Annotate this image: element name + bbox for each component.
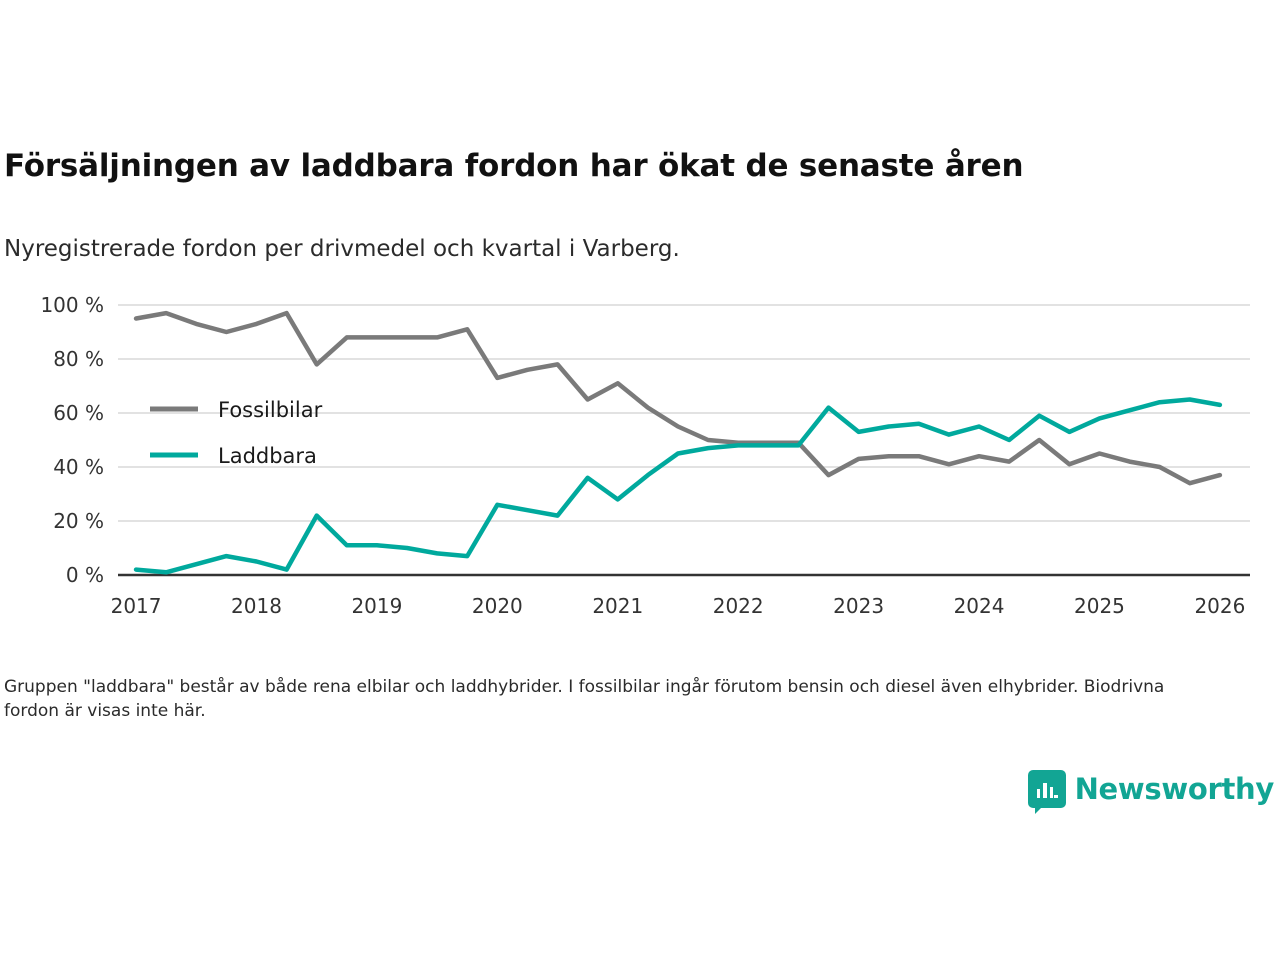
brand-name: Newsworthy <box>1074 772 1274 806</box>
x-axis-tick-label: 2020 <box>471 594 523 618</box>
x-axis-tick-label: 2025 <box>1074 594 1125 618</box>
line-chart <box>0 285 1280 635</box>
x-axis-tick-label: 2024 <box>953 594 1005 618</box>
x-axis-tick-label: 2022 <box>712 594 764 618</box>
x-axis-tick-label: 2019 <box>351 594 403 618</box>
chart-footnote: Gruppen "laddbara" består av både rena elbilar och laddhybrider. I fossilbilar ingår förutom bensin och diesel även elhybrider. Biodrivna fordon är visas inte här. <box>4 677 1165 722</box>
x-axis-tick-label: 2023 <box>833 594 885 618</box>
legend-label-laddbara: Laddbara <box>218 444 317 468</box>
legend-label-fossilbilar: Fossilbilar <box>218 398 323 422</box>
y-axis-tick-label: 20 % <box>53 509 104 533</box>
x-axis-tick-label: 2018 <box>231 594 282 618</box>
y-axis-tick-label: 60 % <box>53 401 104 425</box>
y-axis-tick-label: 80 % <box>53 347 104 371</box>
x-axis-tick-label: 2021 <box>592 594 644 618</box>
x-axis-tick-label: 2026 <box>1194 594 1246 618</box>
bar-chart-speech-bubble-icon <box>1028 770 1066 808</box>
page-subtitle: Nyregistrerade fordon per drivmedel och kvartal i Varberg. <box>4 236 680 262</box>
y-axis-tick-label: 40 % <box>53 455 104 479</box>
brand-logo <box>1028 770 1274 808</box>
y-axis-tick-label: 0 % <box>65 563 104 587</box>
chart-svg <box>0 285 1280 635</box>
x-axis-tick-label: 2017 <box>110 594 162 618</box>
page-title: Försäljningen av laddbara fordon har ökat de senaste åren <box>4 148 1024 184</box>
y-axis-tick-label: 100 % <box>40 293 104 317</box>
